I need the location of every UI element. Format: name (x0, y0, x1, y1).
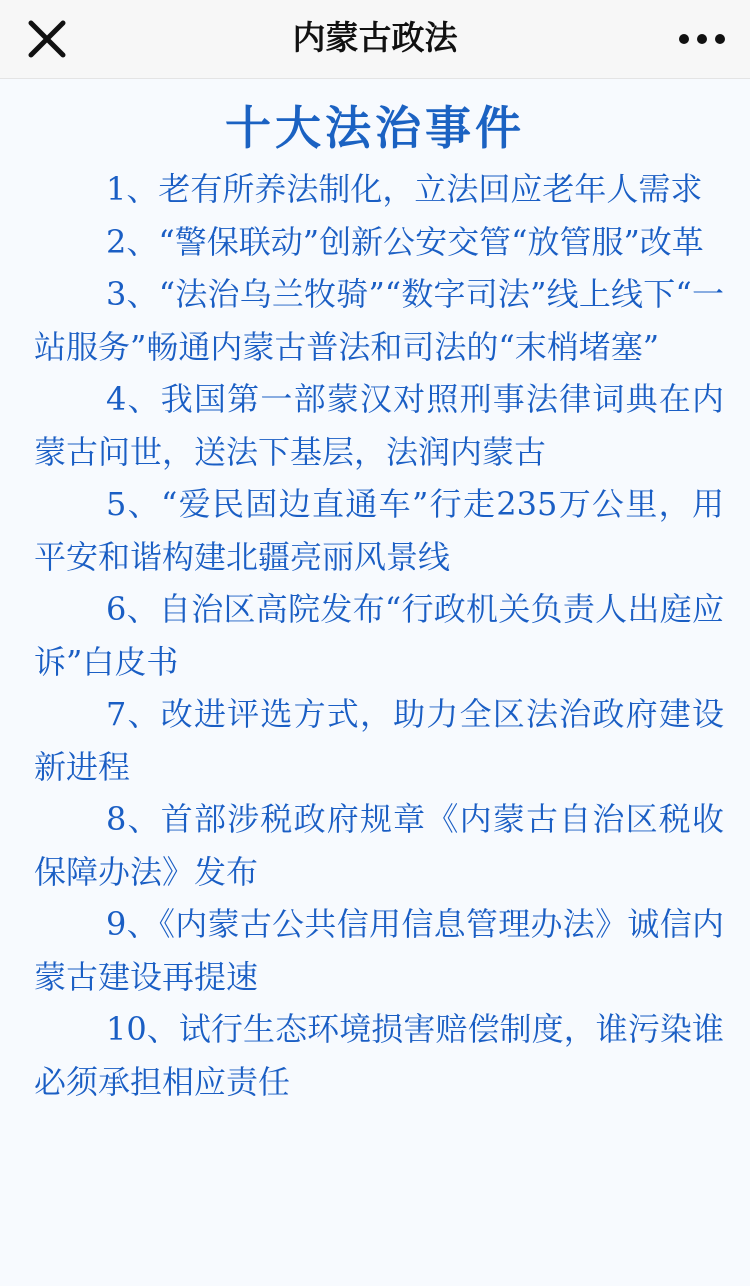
event-item-4: 4、我国第一部蒙汉对照刑事法律词典在内蒙古问世，送法下基层，法润内蒙古 (34, 380, 724, 471)
event-item-1: 1、老有所养法制化，立法回应老年人需求 (106, 170, 703, 208)
event-item-6: 6、自治区高院发布“行政机关负责人出庭应诉”白皮书 (34, 590, 724, 681)
event-item-3: 3、“法治乌兰牧骑”“数字司法”线上线下“一站服务”畅通内蒙古普法和司法的“末梢堵塞” (34, 275, 724, 366)
article-headline: 十大法治事件 (225, 101, 525, 155)
article-content (0, 79, 750, 1286)
event-item-2: 2、“警保联动”创新公安交管“放管服”改革 (106, 222, 704, 261)
more-button[interactable] (672, 14, 732, 64)
event-item-5: 5、“爱民固边直通车”行走235万公里，用平安和谐构建北疆亮丽风景线 (34, 485, 724, 576)
page-title: 内蒙古政法 (292, 18, 458, 57)
event-item-9: 9、《内蒙古公共信用信息管理办法》诚信内蒙古建设再提速 (34, 905, 724, 996)
event-item-7: 7、改进评选方式，助力全区法治政府建设新进程 (34, 695, 724, 786)
navigation-bar (0, 0, 750, 79)
event-item-10: 10、试行生态环境损害赔偿制度，谁污染谁必须承担相应责任 (34, 1010, 724, 1101)
more-dots-icon (672, 14, 732, 64)
event-list (34, 163, 724, 1108)
event-item-8: 8、首部涉税政府规章《内蒙古自治区税收保障办法》发布 (34, 800, 724, 891)
